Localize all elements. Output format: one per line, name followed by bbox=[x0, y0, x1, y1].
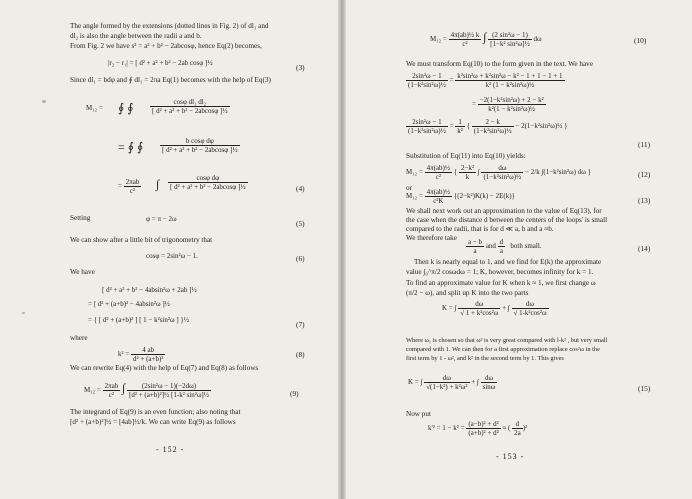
equation-7a: [ d² + a² + b² − 4absin²ω + 2ab ]½ bbox=[102, 286, 197, 294]
equation-number: (13) bbox=[638, 196, 651, 205]
text-line: From Fig. 2 we have s² = a² + b² − 2abcosφ, hence Eq(2) becomes, bbox=[70, 42, 262, 50]
text-line: The integrand of Eq(9) is an even function; also noting that bbox=[70, 408, 241, 416]
equation-number: (11) bbox=[638, 140, 651, 149]
text-line: where bbox=[70, 334, 88, 342]
text-line: The angle formed by the extensions (dotted lines in Fig. 2) of dl₁ and bbox=[70, 22, 269, 30]
equation-number: (9) bbox=[290, 389, 299, 398]
equation-6: cosφ = 2sin²ω − 1. bbox=[146, 252, 198, 260]
text-line: the case when the distance d between the centers of the loops' is small bbox=[406, 216, 608, 224]
contour-integral-symbol: ∮ ∮ bbox=[118, 101, 134, 115]
fraction: $\frac{\text{cosφ dφ}}{\text{[ d² + a² + b² − 2abcosφ ]½}}$ bbox=[170, 174, 246, 191]
text-line: Where ω₁ is chosen so that ω² is very great compared with l-k² , but very small bbox=[406, 337, 608, 344]
left-page bbox=[0, 0, 340, 499]
page-gutter bbox=[338, 0, 346, 499]
fraction: $\frac{\text{cosφ dl₁ dl₂}}{\text{[ d² + a² + b² − 2abcosφ ]½}}$ bbox=[152, 98, 228, 115]
equation-8: k² = $\frac{4 ab}{\text{d² + (a+b)²}}$ bbox=[118, 346, 164, 363]
text-line: Now put bbox=[406, 410, 431, 418]
equation-number: (10) bbox=[634, 36, 647, 45]
equation-number: (7) bbox=[296, 320, 305, 329]
transform-2: = $\frac{\text{−2(1−k²sin²ω) + 2 − k²}}{\text{k²(1 − k²sin²ω)½}}$ bbox=[472, 96, 544, 113]
text-line: We can rewrite Eq(4) with the help of Eq(7) and Eq(8) as follows bbox=[70, 364, 259, 372]
contour-integral-symbol: = ∮ ∮ bbox=[118, 140, 144, 154]
page-number: - 153 - bbox=[496, 452, 525, 461]
text-line: Since dl₁ = bdφ and ∮ dl₁ = 2πa Eq(1) becomes with the help of Eq(3) bbox=[70, 76, 271, 84]
right-page bbox=[346, 0, 692, 499]
equation-number: (4) bbox=[296, 184, 305, 193]
page-number: - 152 - bbox=[156, 445, 185, 454]
text-line: compared to the radii, that is for d ≪ a, b and a ≈b. bbox=[406, 225, 554, 233]
text-line: dl₂ is also the angle between the radii a and b. bbox=[70, 32, 202, 40]
equation-number: (14) bbox=[638, 244, 651, 253]
equation-number: (6) bbox=[296, 254, 305, 263]
text-line: [d² + (a+b)²]½ = [4ab]½/k. We can write Eq(9) as follows bbox=[70, 418, 236, 426]
equation-3: |r₂ − r₁| = [ d² + a² + b² − 2ab cosφ ]½ bbox=[108, 59, 213, 67]
m12-label: M₁₂ = bbox=[86, 104, 103, 112]
text-line: value ∫₀^π/2 cosωdω = 1; K, however, becomes infinity for k = 1. bbox=[406, 268, 594, 276]
equation-12: M₁₂ = $\frac{\text{4π(ab)½}}{\text{c²}}$ { $\frac{\text{2−k²}}{k}$ ∫ $\frac{d\omega}{\text{(1−k²sin²ω)½}}$ − 2/k ∫(1−k²sin²ω) dω } bbox=[406, 164, 591, 181]
text-line: We therefore take bbox=[406, 234, 457, 242]
equation-13: M₁₂ = $\frac{\text{4π(ab)½}}{\text{c²K}}$ {(2−k²)K(k) − 2E(k)} bbox=[406, 188, 515, 205]
text-line: compared with 1. We can then for a first approximation replace cos²ω in the bbox=[406, 346, 600, 353]
text-line: We have bbox=[70, 268, 95, 276]
text-line: first term by 1 - ω², and k² in the second term by 1. This gives bbox=[406, 355, 564, 362]
equation-5: φ = π − 2ω bbox=[146, 215, 177, 223]
ink-speck bbox=[22, 312, 25, 314]
text-line: Then k is nearly equal to 1, and we find for E(k) the approximate bbox=[414, 258, 602, 266]
text-line: We can show after a little bit of trigonometry that bbox=[70, 236, 213, 244]
equation-7c: = { [ d² + (a+b)² ] [ 1 − k²sin²ω ] }½ bbox=[88, 316, 190, 324]
text-line: We shall next work out an approximation to the value of Eq(13), for bbox=[406, 207, 602, 215]
text-line: We must transform Eq(10) to the form given in the text. We have bbox=[406, 60, 593, 68]
equation-number: (3) bbox=[296, 63, 305, 72]
integral-symbol: ∫ bbox=[156, 177, 160, 191]
equation-k-split: K = ∫ $\frac{d\omega}{\text{√ 1 + k²cos²ω}}$ + ∫ $\frac{d\omega}{\text{√ 1-k²cos²ω}}$ bbox=[442, 300, 547, 317]
text-line: (π/2 − ω), and split up K into the two parts bbox=[406, 289, 529, 297]
transform-1: $\frac{\text{2sin²ω − 1}}{\text{(1−k²sin²ω)½}}$ = $\frac{\text{k²sin²ω + k²sin²ω − k² − 1 + 1 − 1 + 1}}{\text{k² (1 − k²sin²ω)½}}$ bbox=[408, 72, 563, 89]
transform-3: $\frac{\text{2sin²ω − 1}}{\text{(1−k²sin²ω)½}}$ = $\frac{1}{\text{k²}}$ { $\frac{2 - k}{\text{(1−k²sin²ω)½}}$ − 2(1−k²sin²ω)½ } bbox=[408, 118, 568, 135]
equation-number: (15) bbox=[638, 384, 651, 393]
fraction-prefix: = $\frac{\text{2πab}}{\text{c²}}$ bbox=[118, 178, 140, 195]
fraction: $\frac{\text{b cosφ dφ}}{\text{[ d² + a² + b² − 2abcosφ ]½}}$ bbox=[162, 137, 238, 154]
text-line: To find an approximate value for K when k ≈ 1, we first change ω bbox=[406, 279, 596, 287]
text-line: Setting bbox=[70, 214, 91, 222]
equation-10: M₁₂ = $\frac{\text{4π(ab)½ k}}{\text{c²}}$ ∫ $\frac{\text{(2 sin²ω − 1)}}{\text{[1−k² sin²ω]½}}$ dω bbox=[430, 30, 542, 48]
text-line: Substitution of Eq(11) into Eq(10) yields: bbox=[406, 152, 526, 160]
equation-kprime: k'² = 1 − k² = $\frac{\text{(a−b)² + d²}}{\text{(a+b)² + d²}}$ ≈ ( $\frac{d}{2a}$ )² bbox=[428, 420, 528, 437]
text-line: or bbox=[406, 184, 412, 192]
ink-speck bbox=[42, 100, 46, 103]
equation-number: (8) bbox=[296, 350, 305, 359]
equation-number: (5) bbox=[296, 219, 305, 228]
equation-14: $\frac{a - b}{a}$ and $\frac{d}{a}$ both small. bbox=[468, 238, 542, 255]
equation-15: K = ∫ $\frac{d\omega}{\text{√(1−k²) + k²ω²}}$ + ∫ $\frac{d\omega}{\sin\omega}$ bbox=[408, 374, 496, 391]
equation-number: (12) bbox=[638, 170, 651, 179]
equation-9: M₁₂ = $\frac{\text{2πab}}{\text{c²}}$ ∫ $\frac{\text{(2sin²ω − 1)(−2dω)}}{\text{[d² + (a+b)²]½ [1-k² sin²ω]½}}$ bbox=[84, 381, 210, 399]
equation-7b: = [ d² + (a+b)² − 4absin²ω ]½ bbox=[88, 300, 170, 308]
